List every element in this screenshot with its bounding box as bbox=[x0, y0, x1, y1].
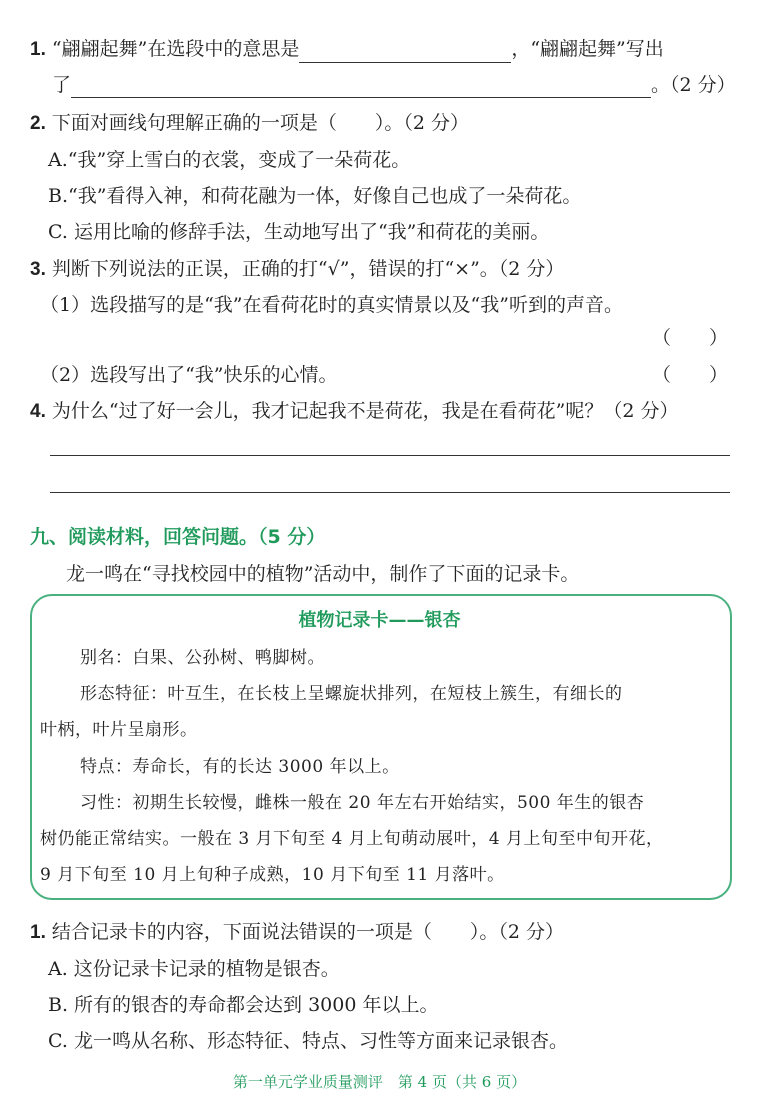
q2-stem bbox=[30, 110, 469, 137]
q4-stem-text: 为什么“过了好一会儿，我才记起我不是荷花，我是在看荷花”呢？（2 分） bbox=[51, 400, 679, 422]
card-title: 植物记录卡——银杏 bbox=[298, 610, 461, 631]
q2-option-c: C. 运用比喻的修辞手法，生动地写出了“我”和荷花的美丽。 bbox=[48, 221, 550, 243]
question-number: 2. bbox=[30, 113, 46, 134]
q1-text-d: 。（2 分） bbox=[651, 74, 736, 96]
card-habit-3: 9 月下旬至 10 月上旬种子成熟，10 月下旬至 11 月落叶。 bbox=[40, 865, 505, 885]
s9-q1-option-a: A. 这份记录卡记录的植物是银杏。 bbox=[48, 958, 340, 980]
q3-item-2: （2）选段写出了“我”快乐的心情。 bbox=[40, 364, 338, 386]
question-number: 1. bbox=[30, 922, 46, 943]
page-footer: 第一单元学业质量测评 第 4 页（共 6 页） bbox=[232, 1073, 527, 1091]
q1-line2 bbox=[52, 72, 736, 98]
s9-q1-option-b: B. 所有的银杏的寿命都会达到 3000 年以上。 bbox=[48, 994, 439, 1016]
question-number: 3. bbox=[30, 259, 46, 280]
s9-q1-stem-text: 结合记录卡的内容，下面说法错误的一项是（ ）。（2 分） bbox=[51, 921, 565, 943]
s9-q1-stem bbox=[30, 919, 564, 946]
card-habit-1: 习性：初期生长较慢，雌株一般在 20 年左右开始结实，500 年生的银杏 bbox=[80, 793, 645, 813]
q4-answer-line-2[interactable] bbox=[50, 492, 730, 493]
question-number: 1. bbox=[30, 39, 46, 60]
question-number: 4. bbox=[30, 401, 46, 422]
q1-text-c: 了 bbox=[52, 74, 72, 96]
plant-record-card bbox=[30, 594, 732, 900]
s9-q1-option-c: C. 龙一鸣从名称、形态特征、特点、习性等方面来记录银杏。 bbox=[48, 1030, 568, 1052]
section-9-title: 九、阅读材料，回答问题。（5 分） bbox=[30, 526, 326, 548]
q4-stem bbox=[30, 398, 678, 425]
q3-item-1: （1）选段描写的是“我”在看荷花时的真实情景以及“我”听到的声音。 bbox=[40, 294, 623, 316]
card-alias: 别名：白果、公孙树、鸭脚树。 bbox=[80, 648, 325, 668]
q3-stem-text: 判断下列说法的正误，正确的打“√”，错误的打“×”。（2 分） bbox=[51, 258, 565, 280]
q1-answer-blank-2[interactable] bbox=[71, 75, 651, 98]
q3-stem bbox=[30, 256, 564, 283]
q1-answer-blank-1[interactable] bbox=[299, 40, 511, 63]
q1-line1 bbox=[30, 36, 664, 63]
q4-answer-line-1[interactable] bbox=[50, 455, 730, 456]
card-feature: 特点：寿命长，有的长达 3000 年以上。 bbox=[80, 757, 400, 777]
q1-text-a: “翩翩起舞”在选段中的意思是 bbox=[51, 38, 300, 60]
card-morphology-2: 叶柄，叶片呈扇形。 bbox=[40, 720, 198, 740]
card-morphology-1: 形态特征：叶互生，在长枝上呈螺旋状排列，在短枝上簇生，有细长的 bbox=[80, 684, 623, 704]
q3-answer-paren-2[interactable]: （ ） bbox=[652, 364, 729, 386]
card-habit-2: 树仍能正常结实。一般在 3 月下旬至 4 月上旬萌动展叶，4 月上旬至中旬开花， bbox=[40, 829, 664, 849]
q2-option-a: A.“我”穿上雪白的衣裳，变成了一朵荷花。 bbox=[48, 149, 411, 171]
q2-option-b: B.“我”看得入神，和荷花融为一体，好像自己也成了一朵荷花。 bbox=[48, 185, 582, 207]
q3-answer-paren-1[interactable]: （ ） bbox=[652, 327, 729, 349]
q1-text-b: ，“翩翩起舞”写出 bbox=[511, 38, 664, 60]
q2-stem-text: 下面对画线句理解正确的一项是（ ）。（2 分） bbox=[51, 112, 470, 134]
section-9-intro: 龙一鸣在“寻找校园中的植物”活动中，制作了下面的记录卡。 bbox=[66, 563, 580, 585]
